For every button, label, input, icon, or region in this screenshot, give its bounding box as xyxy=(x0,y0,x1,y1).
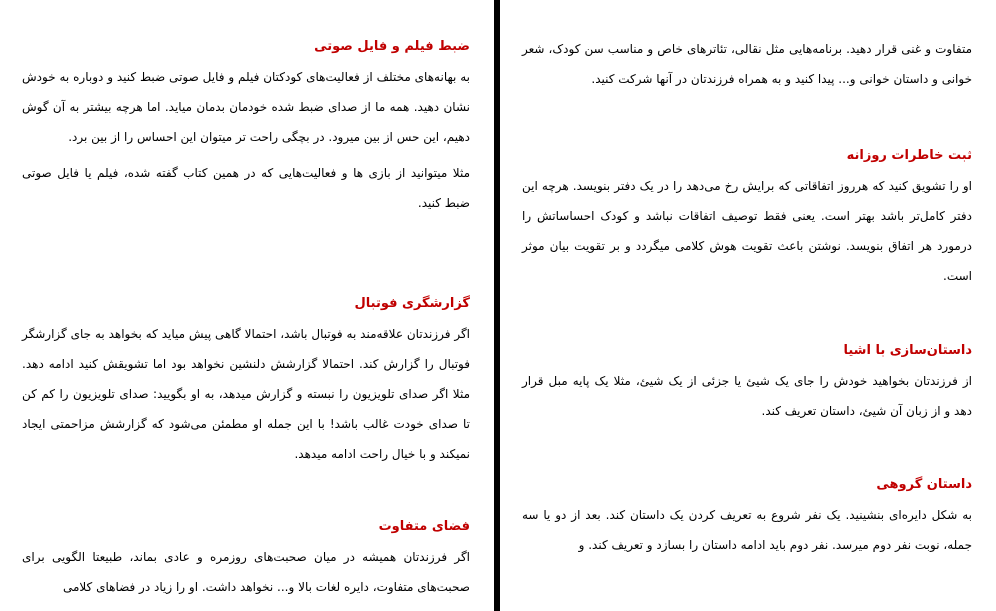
section-daily-journal xyxy=(522,145,972,291)
section-paragraph: متفاوت و غنی قرار دهید. برنامه‌هایی مثل نقالی، تئاترهای خاص و مناسب سن کودک، شعر خوانی و داستان خوانی و... پیدا کنید و به همراه فرزندتان در آنها شرکت کنید. xyxy=(522,42,972,86)
section-heading: داستان‌سازی با اشیا xyxy=(843,343,972,358)
section-heading: ضبط فیلم و فایل صوتی xyxy=(314,39,470,54)
section-paragraph: اگر فرزندتان علاقه‌مند به فوتبال باشد، احتمالا گاهی پیش میاید که بخواهد به جای گزارشگر فوتبال را گزارش کند. احتمالا گزارشش دلنشین نخواهد بود اما تشویقش کنید ادامه دهد. مثلا اگر صدای تلویزیون را نبسته و گزارش میدهد، به او بگویید: صدای تلویزیون را کم کن تا صدای خودت غالب باشد! با این جمله او مطمئن می‌شود که گزارشش مزاحمتی ایجاد نمیکند و با خیال راحت ادامه میدهد. xyxy=(22,327,470,461)
section-paragraph: از فرزندتان بخواهید خودش را جای یک شیئ یا جزئی از یک شیئ، مثلا یک پایه مبل قرار دهد و از زبان آن شیئ، داستان تعریف کند. xyxy=(522,374,972,418)
section-heading: داستان گروهی xyxy=(876,477,972,492)
section-paragraph: به شکل دایره‌ای بنشینید. یک نفر شروع به تعریف کردن یک داستان کند. بعد از دو یا سه جمله، نوبت نفر دوم میرسد. نفر دوم باید ادامه داستان را بسازد و تعریف کند. و xyxy=(522,508,972,552)
continued-paragraph xyxy=(522,34,972,94)
section-heading: ثبت خاطرات روزانه xyxy=(846,148,972,163)
section-heading: فضای متفاوت xyxy=(378,519,470,534)
right-page xyxy=(500,0,996,611)
section-football-reporting xyxy=(22,293,470,469)
section-recording xyxy=(22,36,470,218)
section-heading: گزارشگری فوتبال xyxy=(354,296,470,311)
section-paragraph: به بهانه‌های مختلف از فعالیت‌های کودکتان فیلم و فایل صوتی ضبط کنید و دوباره به خودش نشان دهید. همه ما از صدای ضبط شده خودمان بدمان میاید. اما هرچه بیشتر به آن گوش دهیم، این حس از بین میرود. در بچگی راحت تر میتوان این احساس را از بین برد. xyxy=(22,70,470,144)
section-object-stories xyxy=(522,340,972,426)
section-paragraph: مثلا میتوانید از بازی ها و فعالیت‌هایی که در همین کتاب گفته شده، فیلم یا فایل صوتی ضبط کنید. xyxy=(22,166,470,210)
section-group-story xyxy=(522,474,972,560)
section-different-space xyxy=(22,516,470,602)
section-paragraph: او را تشویق کنید که هرروز اتفاقاتی که برایش رخ می‌دهد را در یک دفتر بنویسد. هرچه این دفتر کامل‌تر باشد بهتر است. یعنی فقط توصیف اتفاقات نباشد و کودک احساساتش را درمورد هر اتفاق بنویسد. نوشتن باعث تقویت هوش کلامی میگردد و بر تقویت بیان موثر است. xyxy=(522,179,972,283)
left-page xyxy=(0,0,494,611)
section-paragraph: اگر فرزندتان همیشه در میان صحبت‌های روزمره و عادی بماند، طبیعتا الگویی برای صحبت‌های متفاوت، دایره لغات بالا و... نخواهد داشت. او را زیاد در فضاهای کلامی xyxy=(22,550,470,594)
